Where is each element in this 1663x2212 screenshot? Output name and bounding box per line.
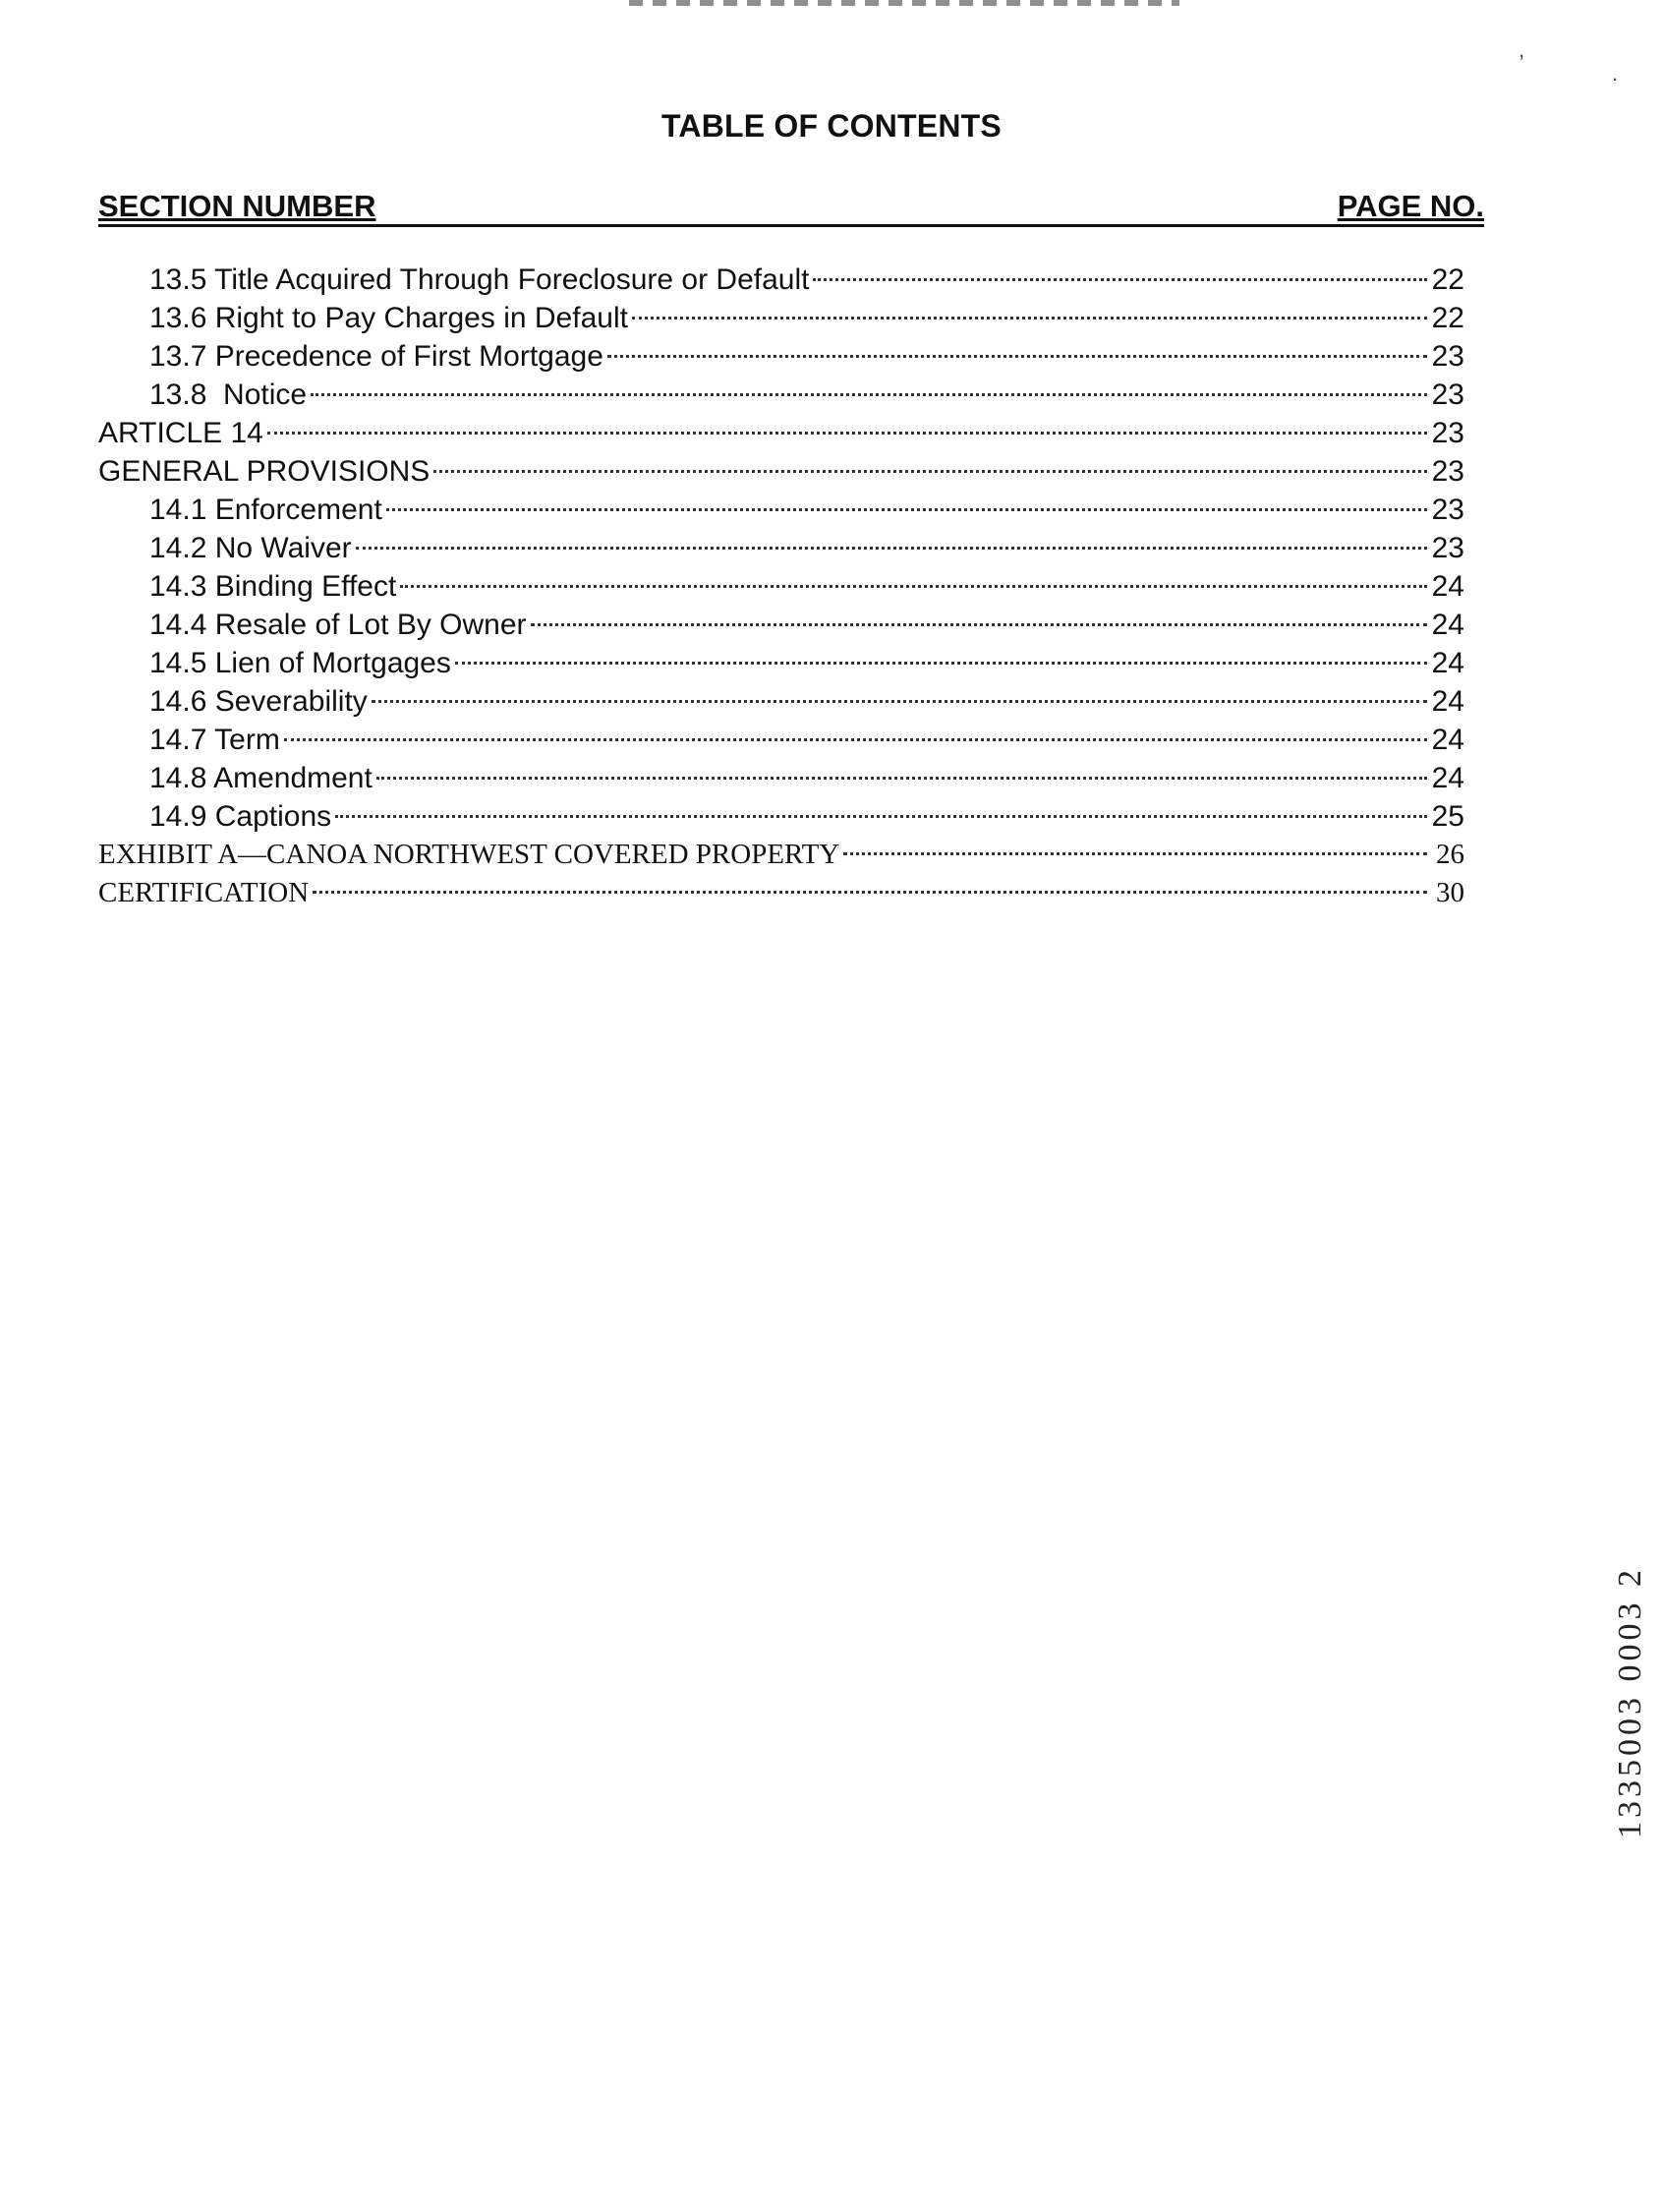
toc-entry-label: 14.9 Captions [149,800,332,833]
toc-entry-label: 14.3 Binding Effect [149,570,397,603]
toc-entry-label: 14.8 Amendment [149,762,373,794]
section-number-heading: SECTION NUMBER [98,189,376,223]
dot-leader [313,891,1427,894]
toc-entry [98,567,1464,606]
dot-leader [267,432,1427,435]
dot-leader [843,852,1427,855]
dot-leader [386,508,1427,511]
toc-entry-label: 13.8 Notice [149,378,308,411]
toc-entry-page: 25 [1431,800,1464,833]
dot-leader [376,777,1427,780]
toc-entry-label: 13.6 Right to Pay Charges in Default [149,302,628,334]
dot-leader [531,623,1427,626]
bates-stamp [1573,1553,1648,1848]
toc-entry-page: 24 [1431,724,1464,756]
toc-entry-label: 14.2 No Waiver [149,532,352,564]
toc-entry [98,759,1464,797]
toc-entry-page: 24 [1431,570,1464,603]
toc-entry [98,721,1464,759]
toc-entry-label: 14.1 Enforcement [149,494,382,526]
toc-entry [98,491,1464,529]
dot-leader [607,355,1427,358]
toc-entry-page: 23 [1431,494,1464,526]
toc-entry-label: 14.4 Resale of Lot By Owner [149,609,527,641]
toc-entry-page: 24 [1431,647,1464,679]
toc-entry-label: 14.6 Severability [149,685,368,718]
scan-speck: . [1612,61,1619,86]
toc-entry-page: 22 [1431,263,1464,296]
toc-entry-page: 23 [1431,378,1464,411]
scan-artifact [629,0,1179,6]
toc-entry [98,452,1464,491]
toc-entry-page: 22 [1431,302,1464,334]
dot-leader [632,317,1427,320]
toc-entry-page: 23 [1431,532,1464,564]
dot-leader [400,585,1427,588]
toc-entry [98,682,1464,721]
toc-entry-label: 13.7 Precedence of First Mortgage [149,340,603,373]
toc-entry-label: CERTIFICATION [98,877,310,908]
toc-entry [98,261,1464,299]
toc-entry-page: 26 [1436,839,1464,870]
dot-leader [813,278,1427,281]
toc-entry [98,874,1464,912]
dot-leader [356,547,1427,550]
toc-entry-page: 23 [1431,340,1464,373]
dot-leader [311,393,1427,396]
page-number-heading: PAGE NO. [1337,189,1484,223]
toc-entry-label: EXHIBIT A—CANOA NORTHWEST COVERED PROPERTY [98,839,840,870]
dot-leader [433,470,1427,473]
bates-number: 1335003 0003 2 [1612,1566,1648,1838]
toc-entry-label: 14.7 Term [149,724,280,756]
toc-entry-page: 24 [1431,685,1464,718]
toc-entry [98,337,1464,376]
toc-entry-page: 24 [1431,609,1464,641]
toc-entry [98,797,1464,836]
toc-entry-page: 24 [1431,762,1464,794]
toc-entry [98,529,1464,567]
scan-speck: , [1519,37,1525,62]
toc-entry [98,299,1464,337]
toc-entry [98,644,1464,682]
toc-entry-page: 23 [1431,455,1464,488]
toc-title: TABLE OF CONTENTS [661,108,1002,144]
dot-leader [335,815,1427,818]
toc-entry [98,376,1464,414]
toc-entry-label: 13.5 Title Acquired Through Foreclosure or Default [149,263,810,296]
dot-leader [455,662,1427,665]
toc-list [98,261,1464,912]
toc-entry [98,836,1464,874]
toc-entry [98,606,1464,644]
toc-entry-page: 23 [1431,417,1464,449]
dot-leader [284,738,1427,741]
toc-header [98,185,1484,227]
toc-entry-label: ARTICLE 14 [98,417,263,449]
toc-entry [98,414,1464,452]
toc-entry-label: 14.5 Lien of Mortgages [149,647,451,679]
toc-entry-page: 30 [1436,877,1464,908]
toc-entry-label: GENERAL PROVISIONS [98,455,430,488]
dot-leader [372,700,1427,703]
